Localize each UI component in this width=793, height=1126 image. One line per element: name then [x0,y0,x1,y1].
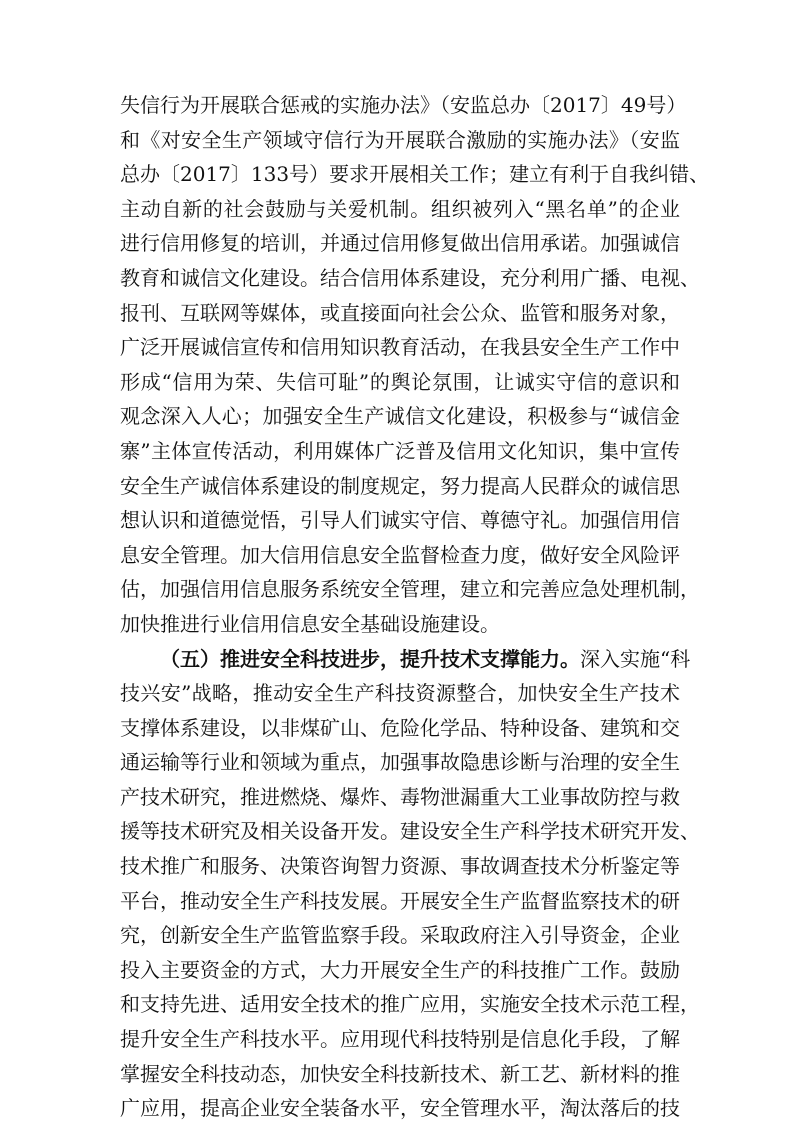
paragraph-credit-culture [120,88,710,642]
text-line: 技兴安”战略，推动安全生产科技资源整合，加快安全生产技术 [120,681,680,706]
text-line: 加快推进行业信用信息安全基础设施建设。 [120,611,500,636]
text-line: 主动自新的社会鼓励与关爱机制。组织被列入“黑名单”的企业 [120,196,680,221]
paragraph-tech-progress [120,642,700,1126]
section-heading: （五）推进安全科技进步，提升技术支撑能力。 [160,646,580,671]
text-line: 想认识和道德觉悟，引导人们诚实守信、尊德守礼。加强信用信 [120,508,680,533]
text-line: 失信行为开展联合惩戒的实施办法》（安监总办〔2017〕49号） [120,93,687,117]
text-line: 估，加强信用信息服务系统安全管理，建立和完善应急处理机制， [120,577,700,602]
text-line: 平台，推动安全生产科技发展。开展安全生产监督监察技术的研 [120,888,680,913]
text-line: 报刊、互联网等媒体，或直接面向社会公众、监管和服务对象， [120,300,680,325]
document-page [120,88,710,1126]
text-line: 究，创新安全生产监管监察手段。采取政府注入引导资金，企业 [120,923,680,948]
text-line: 息安全管理。加大信用信息安全监督检查力度，做好安全风险评 [120,542,680,567]
text-line: 通运输等行业和领域为重点，加强事故隐患诊断与治理的安全生 [120,750,680,775]
text-line: 总办〔2017〕133号）要求开展相关工作；建立有利于自我纠错、 [120,162,710,187]
text-line: 进行信用修复的培训，并通过信用修复做出信用承诺。加强诚信 [120,231,680,256]
text-line: 投入主要资金的方式，大力开展安全生产的科技推广工作。鼓励 [120,957,680,982]
text-line: 寨”主体宣传活动，利用媒体广泛普及信用文化知识，集中宣传 [120,438,680,463]
text-line: 提升安全生产科技水平。应用现代科技特别是信息化手段，了解 [120,1027,680,1052]
section-first-line [120,642,691,677]
text-line: 支撑体系建设，以非煤矿山、危险化学品、特种设备、建筑和交 [120,715,680,740]
text-line: 技术推广和服务、决策咨询智力资源、事故调查技术分析鉴定等 [120,854,680,879]
text-line: 援等技术研究及相关设备开发。建设安全生产科学技术研究开发、 [120,819,700,844]
text-line: 和支持先进、适用安全技术的推广应用，实施安全技术示范工程， [120,992,700,1017]
text-line: 和《对安全生产领域守信行为开展联合激励的实施办法》（安监 [120,127,680,152]
text-line: 安全生产诚信体系建设的制度规定，努力提高人民群众的诚信思 [120,473,680,498]
text-line: 形成“信用为荣、失信可耻”的舆论氛围，让诚实守信的意识和 [120,369,680,394]
section-first-line-text: 深入实施“科 [580,646,691,671]
text-line: 掌握安全科技动态，加快安全科技新技术、新工艺、新材料的推 [120,1061,680,1086]
text-line: 广泛开展诚信宣传和信用知识教育活动，在我县安全生产工作中 [120,335,680,360]
text-line: 教育和诚信文化建设。结合信用体系建设，充分利用广播、电视、 [120,265,700,290]
text-line: 产技术研究，推进燃烧、爆炸、毒物泄漏重大工业事故防控与救 [120,784,680,809]
text-line: 观念深入人心；加强安全生产诚信文化建设，积极参与“诚信金 [120,404,680,429]
text-line: 广应用，提高企业安全装备水平，安全管理水平，淘汰落后的技 [120,1096,680,1121]
